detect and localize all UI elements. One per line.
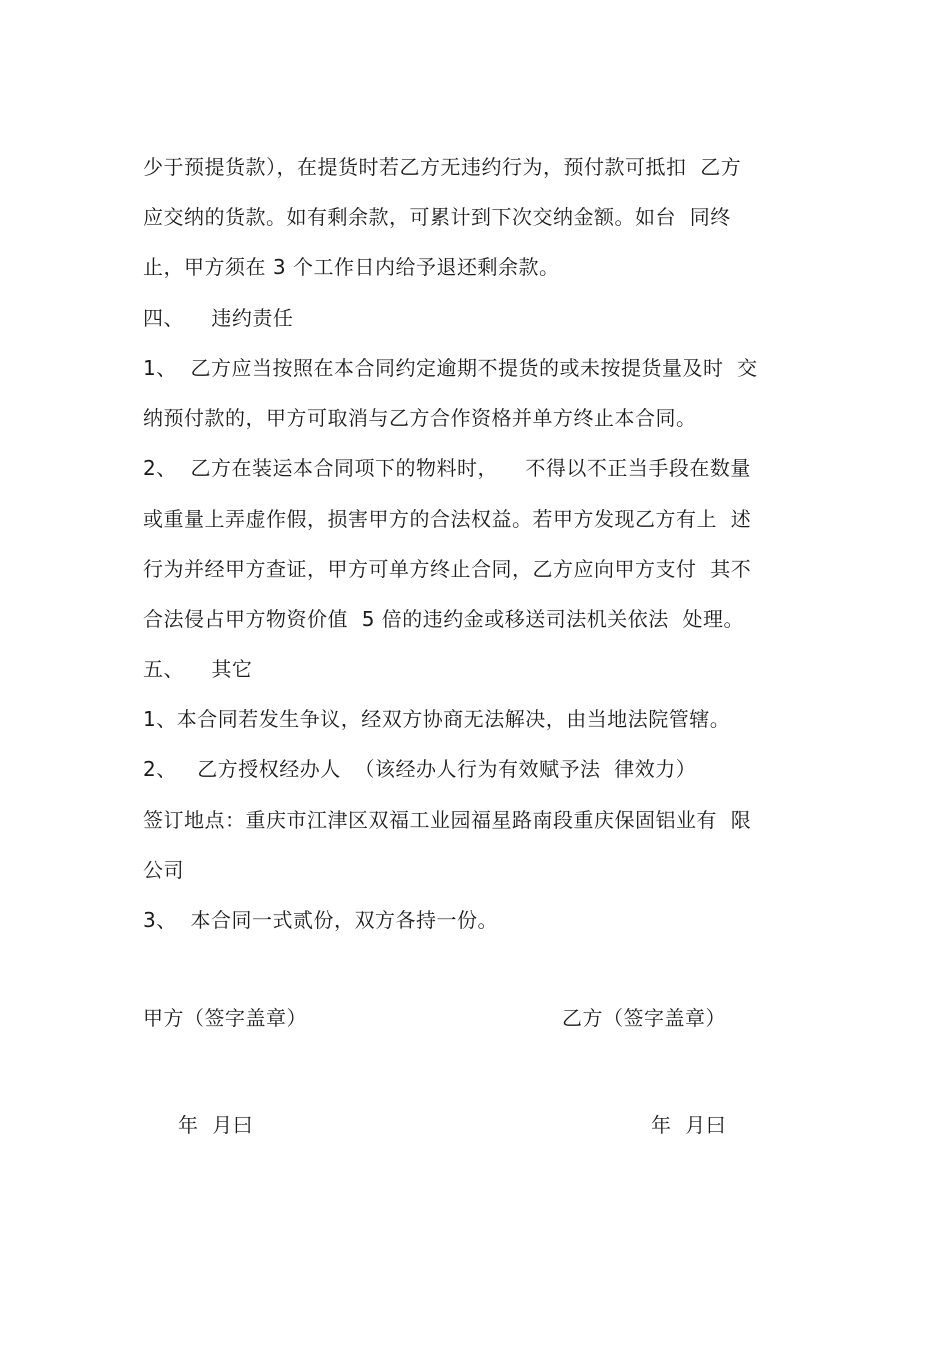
party-b-signature-label: 乙方（签字盖章）: [562, 1006, 726, 1030]
paragraph-line: 应交纳的货款。如有剩余款，可累计到下次交纳金额。如台 同终: [143, 205, 731, 229]
clause-line: 2、 乙方在装运本合同项下的物料时， 不得以不正当手段在数量: [143, 456, 751, 480]
clause-line: 2、 乙方授权经办人 （该经办人行为有效赋予法 律效力）: [143, 757, 697, 781]
clause-line: 1、 乙方应当按照在本合同约定逾期不提货的或未按提货量及时 交: [143, 356, 758, 380]
clause-line: 行为并经甲方查证，甲方可单方终止合同，乙方应向甲方支付 其不: [143, 557, 752, 581]
paragraph-line: 少于预提货款），在提货时若乙方无违约行为，预付款可抵扣 乙方: [143, 155, 742, 179]
signing-location-line: 签订地点：重庆市江津区双福工业园福星路南段重庆保固铝业有 限: [143, 808, 752, 832]
clause-line: 或重量上弄虚作假，损害甲方的合法权益。若甲方发现乙方有上 述: [143, 507, 752, 531]
section-heading: 五、 其它: [143, 657, 253, 681]
party-a-signature-label: 甲方（签字盖章）: [143, 1006, 307, 1030]
party-b-date-label: 年 月曰: [651, 1113, 727, 1137]
clause-line: 合法侵占甲方物资价值 5 倍的违约金或移送司法机关依法 处理。: [143, 607, 745, 631]
section-heading: 四、 违约责任: [143, 306, 294, 330]
clause-line: 1、本合同若发生争议，经双方协商无法解决，由当地法院管辖。: [143, 707, 731, 731]
clause-line: 3、 本合同一式贰份，双方各持一份。: [143, 908, 498, 932]
paragraph-line: 止，甲方须在 3 个工作日内给予退还剩余款。: [143, 255, 560, 279]
clause-line: 纳预付款的，甲方可取消与乙方合作资格并单方终止本合同。: [143, 406, 697, 430]
signing-location-line: 公司: [143, 858, 184, 882]
party-a-date-label: 年 月曰: [178, 1113, 254, 1137]
